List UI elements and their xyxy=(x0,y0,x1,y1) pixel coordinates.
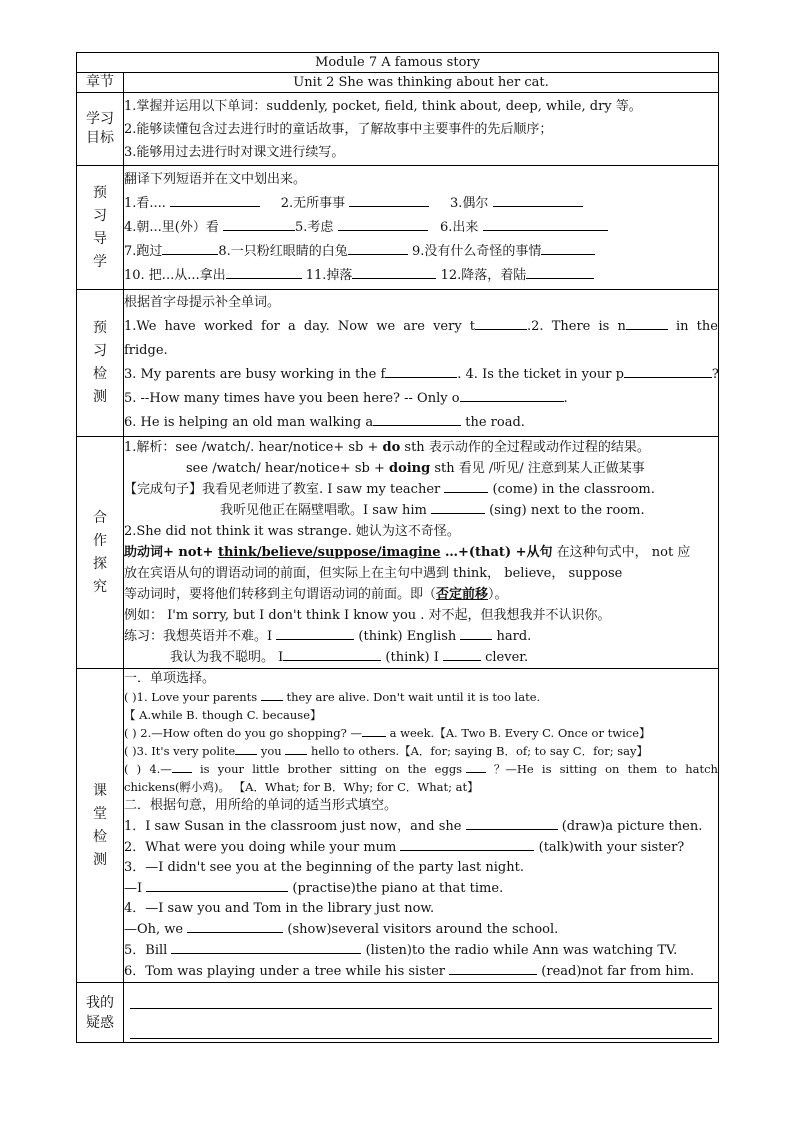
coop-l8c: ）。 xyxy=(488,587,508,602)
q4-w16: to xyxy=(665,762,678,776)
q1-w2: worked xyxy=(203,319,253,334)
fill-5a: 5．Bill xyxy=(124,943,172,958)
phrase-1-blank[interactable] xyxy=(170,193,260,207)
fill-5b: (listen)to the radio while Ann was watching TV. xyxy=(361,943,678,958)
q4-w2 xyxy=(149,760,191,778)
q4-w13: sitting xyxy=(559,762,597,776)
q1-w4: a xyxy=(288,319,296,334)
worksheet-table xyxy=(76,52,719,1043)
q1-w6: Now xyxy=(337,319,369,334)
q4-w14: on xyxy=(605,762,620,776)
classcheck-content xyxy=(124,669,719,983)
mc-q1b: they are alive. Don't wait until it is too late. xyxy=(282,690,541,704)
phrase-3: 3.偶尔 xyxy=(449,195,489,211)
q4-w0: ( xyxy=(124,762,129,776)
coop-clever-blank[interactable] xyxy=(443,647,481,661)
coop-label-text: 合 作 探 究 xyxy=(93,509,107,595)
fill-6-blank[interactable] xyxy=(449,961,537,975)
fill-4b-b: (show)several visitors around the school. xyxy=(283,922,559,937)
coop-l6d: 在这种句式中， not 应 xyxy=(552,545,691,560)
q6-end: the road. xyxy=(461,415,525,430)
fill-3-blank[interactable] xyxy=(146,878,288,892)
phrase-8-blank[interactable] xyxy=(348,241,408,255)
preview-line-3 xyxy=(124,240,718,264)
part2-title: 二．根据句意，用所给的单词的适当形式填空。 xyxy=(124,798,398,813)
preview-line-2 xyxy=(124,216,718,240)
q4-w5: little xyxy=(252,762,280,776)
mc-q1-blank[interactable] xyxy=(261,689,283,701)
classcheck-label xyxy=(77,669,124,983)
q4-w8: on xyxy=(385,762,400,776)
mc-q1 xyxy=(124,688,718,706)
mc-q2a: ( ) 2.—How often do you go shopping? — xyxy=(124,726,362,740)
q4-w3: is xyxy=(199,762,210,776)
q1-w7: we xyxy=(376,319,396,334)
mc-q4 xyxy=(124,760,718,778)
q3-blank[interactable] xyxy=(385,364,457,378)
q4-w1: ) xyxy=(136,762,142,776)
check-label-text: 预 习 检 测 xyxy=(93,320,107,405)
coop-content xyxy=(124,437,719,669)
module-title: Module 7 A famous story xyxy=(77,53,719,73)
coop-l11b: (think) I xyxy=(381,650,443,665)
phrase-7-blank[interactable] xyxy=(162,241,218,255)
goals-label-text: 学习 目标 xyxy=(86,111,114,146)
preview-row xyxy=(77,166,719,290)
phrase-9: 9.没有什么奇怪的事情 xyxy=(411,243,542,259)
phrase-10-blank[interactable] xyxy=(226,265,302,279)
phrase-2-blank[interactable] xyxy=(349,193,429,207)
mc-q3-blank-2[interactable] xyxy=(285,743,307,755)
doubts-label xyxy=(77,983,124,1043)
coop-l10a: 练习：我想英语并不难。I xyxy=(124,629,277,644)
coop-l2c: sth 看见 /听见/ 注意到某人正做某事 xyxy=(430,461,645,476)
preview-content xyxy=(124,166,719,290)
phrase-3-blank[interactable] xyxy=(493,193,583,207)
fill-6a: 6．Tom was playing under a tree while his sister xyxy=(124,964,450,979)
q4-dash: 4.— xyxy=(149,762,172,776)
mc-q4-blank-2[interactable] xyxy=(466,761,486,773)
phrase-10: 10. 把...从...拿出 xyxy=(124,267,226,283)
q1-n: n xyxy=(617,319,626,334)
doubts-row xyxy=(77,983,719,1043)
q1-w13: is xyxy=(598,319,610,334)
q5-text: 5. --How many times have you been here? -- Only o xyxy=(124,391,460,406)
fill-3b xyxy=(124,878,718,899)
classcheck-label-text: 课 堂 检 测 xyxy=(93,782,107,868)
check-row xyxy=(77,290,719,437)
mc-q3-blank-1[interactable] xyxy=(235,743,257,755)
q4-eggs: eggs xyxy=(434,762,463,776)
fill-1 xyxy=(124,816,718,837)
mc-q3b: you xyxy=(257,744,286,758)
coop-line-8 xyxy=(124,584,718,605)
coop-label xyxy=(77,437,124,669)
coop-l1b: do xyxy=(382,440,401,455)
coop-l3a: 【完成句子】我看见老师进了教室. I saw my teacher xyxy=(124,482,445,497)
q3-text: 3. My parents are busy working in the f xyxy=(124,367,386,382)
coop-line-3 xyxy=(124,479,718,500)
phrase-5-blank[interactable] xyxy=(338,217,428,231)
q4-w7: sitting xyxy=(339,762,377,776)
goal-item-2: 2.能够读懂包含过去进行时的童话故事，了解故事中主要事件的先后顺序； xyxy=(124,121,553,137)
mc-q3 xyxy=(124,742,718,760)
coop-line-9: 例如： I'm sorry, but I don't think I know you . 对不起，但我想我并不认识你。 xyxy=(124,608,611,623)
q4-w4: your xyxy=(217,762,245,776)
q1-w5: day. xyxy=(303,319,330,334)
fill-1a: 1．I saw Susan in the classroom just now，and she xyxy=(124,819,466,834)
mc-q1-options: 【 A.while B. though C. because】 xyxy=(124,708,322,722)
coop-l6c: …+(that) +从句 xyxy=(440,545,553,560)
coop-l2b: doing xyxy=(388,461,431,476)
mc-q1a: ( )1. Love your parents xyxy=(124,690,261,704)
coop-line-10 xyxy=(124,626,718,647)
check-q5 xyxy=(124,387,718,411)
check-q3 xyxy=(124,363,718,387)
q4-w12: is xyxy=(541,762,552,776)
preview-line-1 xyxy=(124,192,718,216)
goals-row xyxy=(77,93,719,166)
coop-line-5: 2.She did not think it was strange. 她认为这不奇怪。 xyxy=(124,524,460,539)
fill-3b-b: (practise)the piano at that time. xyxy=(288,881,504,896)
phrase-5: 5.考虑 xyxy=(295,219,334,235)
section-row xyxy=(77,73,719,93)
classcheck-row xyxy=(77,669,719,983)
coop-l11a: 我认为我不聪明。 I xyxy=(170,650,284,665)
fill-6 xyxy=(124,961,718,982)
q1-n-blank[interactable] xyxy=(626,316,668,330)
preview-line-4 xyxy=(124,264,718,288)
check-q1-cont: fridge. xyxy=(124,343,168,358)
mc-q4-blank-1[interactable] xyxy=(172,761,192,773)
q4-w15: them xyxy=(627,762,658,776)
fill-5 xyxy=(124,940,718,961)
mc-q2-blank[interactable] xyxy=(362,725,386,737)
q1-t: t xyxy=(469,319,476,334)
coop-l8b: 否定前移 xyxy=(436,587,489,602)
fill-6b: (read)not far from him. xyxy=(537,964,695,979)
q1-t-blank[interactable] xyxy=(475,316,527,330)
section-label: 章节 xyxy=(77,73,124,93)
coop-l11c: clever. xyxy=(480,650,529,665)
doubts-content[interactable] xyxy=(124,983,719,1043)
check-q6 xyxy=(124,411,718,435)
check-q1 xyxy=(124,315,718,339)
coop-l4b: (sing) next to the room. xyxy=(484,503,645,518)
q4-end: ? xyxy=(711,367,719,382)
fill-5-blank[interactable] xyxy=(171,940,361,954)
q6-blank[interactable] xyxy=(373,412,461,426)
check-instruction: 根据首字母提示补全单词。 xyxy=(124,295,281,310)
title-row xyxy=(77,53,719,73)
fill-3b-a: —I xyxy=(124,881,147,896)
coop-line-7: 放在宾语从句的谓语动词的前面，但实际上在主句中遇到 think， believe， suppose xyxy=(124,566,623,581)
q1-sep: .2. xyxy=(527,319,544,334)
mc-q3c: hello to others.【A．for; saying B．of; to say C．for; say】 xyxy=(307,744,649,758)
phrase-1: 1.看.... xyxy=(124,195,166,211)
fill-2 xyxy=(124,837,718,858)
phrase-2: 2.无所事事 xyxy=(280,195,346,211)
fill-3: 3．—I didn't see you at the beginning of the party last night. xyxy=(124,860,524,875)
fill-4b xyxy=(124,919,718,940)
fill-4: 4．—I saw you and Tom in the library just now. xyxy=(124,901,435,916)
coop-l8a: 等动词时，要将他们转移到主句谓语动词的前面。即（ xyxy=(124,587,437,602)
q5-end: . xyxy=(563,391,568,406)
coop-l6a: 助动词+ not+ xyxy=(124,545,218,560)
q4-w6: brother xyxy=(287,762,332,776)
q4-w11: ？—He xyxy=(493,762,534,776)
q1-w16: the xyxy=(696,319,718,334)
q4-w10 xyxy=(435,760,486,778)
q1-w8: are xyxy=(403,319,425,334)
check-label xyxy=(77,290,124,437)
coop-l1c: sth 表示动作的全过程或动作过程的结果。 xyxy=(400,440,650,455)
q4-blank[interactable] xyxy=(624,364,712,378)
phrase-6-blank[interactable] xyxy=(483,217,608,231)
coop-line-4 xyxy=(124,500,718,521)
fill-2b: (talk)with your sister? xyxy=(534,840,685,855)
preview-label-text: 预 习 导 学 xyxy=(93,184,107,270)
mc-q3a: ( )3. It's very polite xyxy=(124,744,236,758)
phrase-9-blank[interactable] xyxy=(541,241,595,255)
coop-line-2 xyxy=(124,458,718,479)
q1-w1: have xyxy=(164,319,196,334)
goals-content xyxy=(124,93,719,166)
fill-4b-a: —Oh, we xyxy=(124,922,188,937)
coop-l10b: (think) English xyxy=(354,629,461,644)
check-content xyxy=(124,290,719,437)
goal-item-1: 1.掌握并运用以下单词：suddenly, pocket, field, think about, deep, while, dry 等。 xyxy=(124,98,642,114)
phrase-11-blank[interactable] xyxy=(352,265,436,279)
mc-q4-cont: chickens(孵小鸡)。 【A．What; for B．Why; for C．What; at】 xyxy=(124,780,479,794)
part1-title: 一．单项选择。 xyxy=(124,671,216,686)
q4-w17: hatch xyxy=(685,762,718,776)
q1-w12: There xyxy=(551,319,591,334)
goal-item-3: 3.能够用过去进行时对课文进行续写。 xyxy=(124,144,345,160)
q1-w0: 1.We xyxy=(124,319,157,334)
phrase-4-blank[interactable] xyxy=(223,217,295,231)
worksheet xyxy=(76,52,718,1043)
coop-sing-blank[interactable] xyxy=(431,500,485,514)
doubt-line-2[interactable] xyxy=(130,1037,712,1039)
phrase-4: 4.朝...里(外）看 xyxy=(124,219,219,235)
phrase-12-blank[interactable] xyxy=(526,265,594,279)
coop-l2a: see /watch/ hear/notice+ sb + xyxy=(186,461,389,476)
coop-l3b: (come) in the classroom. xyxy=(488,482,655,497)
coop-think-blank-2[interactable] xyxy=(283,647,381,661)
q6-text: 6. He is helping an old man walking a xyxy=(124,415,374,430)
q4-w9: the xyxy=(407,762,427,776)
preview-label xyxy=(77,166,124,290)
fill-1b: (draw)a picture then. xyxy=(557,819,703,834)
phrase-6: 6.出来 xyxy=(439,219,479,235)
fill-1-blank[interactable] xyxy=(466,816,558,830)
coop-line-1 xyxy=(124,437,718,458)
coop-l4a: 我听见他正在隔壁唱歌。I saw him xyxy=(220,503,431,518)
mc-q2b: a week.【A. Two B. Every C. Once or twice】 xyxy=(385,726,651,740)
fill-2-blank[interactable] xyxy=(400,837,534,851)
q4-text: . 4. Is the ticket in your p xyxy=(457,367,624,382)
phrase-8: 8.一只粉红眼睛的白兔 xyxy=(218,243,348,259)
coop-come-blank[interactable] xyxy=(444,479,488,493)
coop-l10c: hard. xyxy=(492,629,532,644)
phrase-7: 7.跑过 xyxy=(124,243,163,259)
coop-think-blank-1[interactable] xyxy=(276,626,354,640)
coop-row xyxy=(77,437,719,669)
fill-4-blank[interactable] xyxy=(187,919,283,933)
q1-w3: for xyxy=(261,319,280,334)
coop-line-11 xyxy=(124,647,718,668)
q1-w9: very xyxy=(433,319,462,334)
phrase-12: 12.降落，着陆 xyxy=(440,267,527,283)
preview-instruction: 翻译下列短语并在文中划出来。 xyxy=(124,171,307,187)
q1-w15: in xyxy=(675,319,689,334)
coop-l6b: think/believe/suppose/imagine xyxy=(217,545,441,560)
unit-title: Unit 2 She was thinking about her cat. xyxy=(124,73,719,93)
doubts-label-text: 我的 疑惑 xyxy=(86,994,114,1031)
q5-blank[interactable] xyxy=(460,388,564,402)
phrase-11: 11.掉落 xyxy=(305,267,353,283)
q1-w10 xyxy=(470,315,544,339)
coop-hard-blank[interactable] xyxy=(460,626,492,640)
fill-2a: 2．What were you doing while your mum xyxy=(124,840,401,855)
goals-label xyxy=(77,93,124,166)
coop-line-6 xyxy=(124,542,718,563)
mc-q2 xyxy=(124,724,718,742)
q1-w14 xyxy=(617,315,667,339)
coop-l1a: 1.解析：see /watch/. hear/notice+ sb + xyxy=(124,440,383,455)
